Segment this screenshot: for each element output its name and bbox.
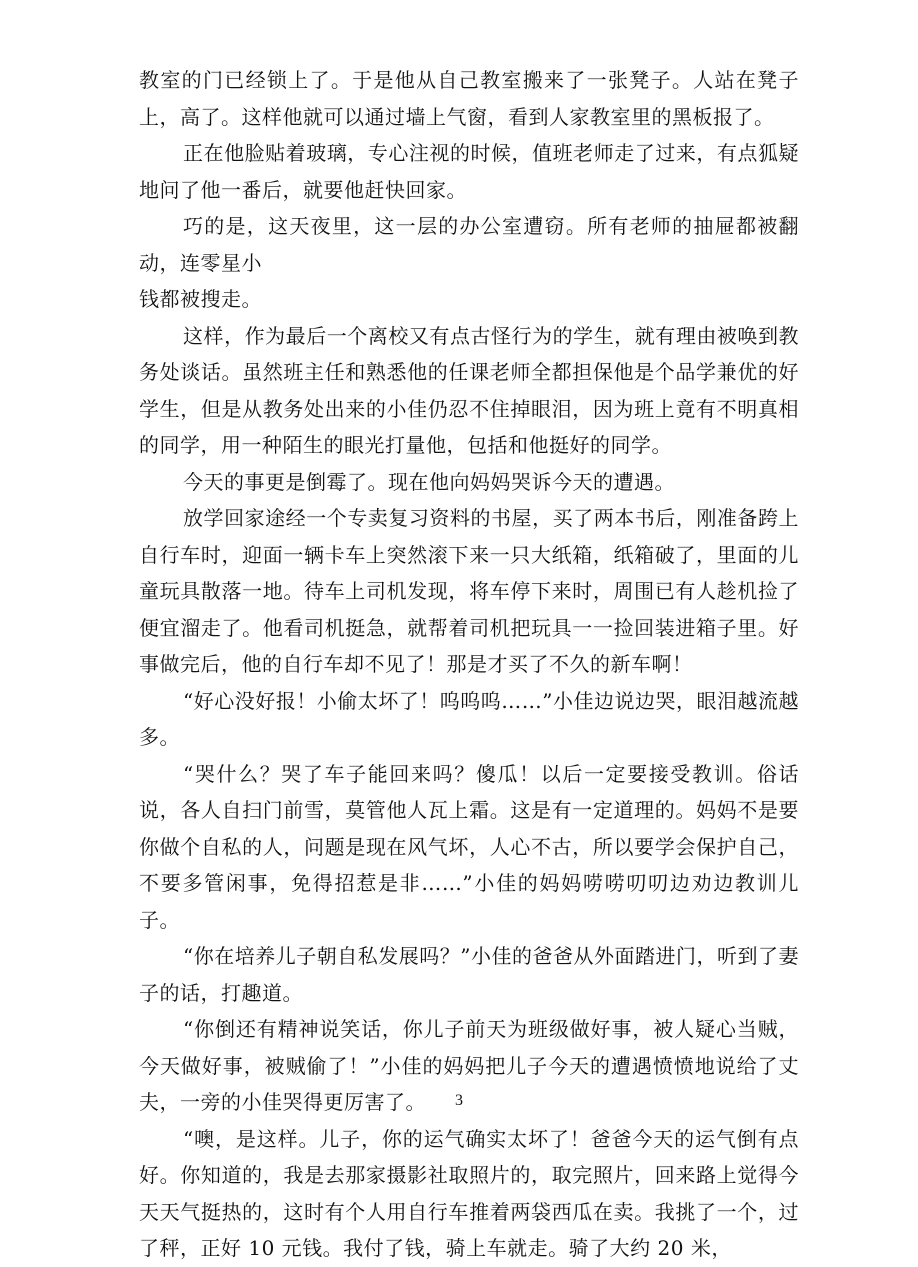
body-text [139, 62, 799, 1267]
paragraph-3: 巧的是，这天夜里，这一层的办公室遭窃。所有老师的抽屉都被翻动，连零星小 [139, 214, 799, 275]
paragraph-11: “你倒还有精神说笑话，你儿子前天为班级做好事，被人疑心当贼，今天做好事，被贼偷了！”小佳的妈妈把儿子今天的遭遇愤愤地说给了丈夫，一旁的小佳哭得更厉害了。 [139, 1017, 799, 1114]
page-number: 3 [455, 1092, 463, 1109]
paragraph-5: 这样，作为最后一个离校又有点古怪行为的学生，就有理由被唤到教务处谈话。虽然班主任和熟悉他的任课老师全都担保他是个品学兼优的好学生，但是从教务处出来的小佳仍忍不住掉眼泪，因为班上竟有不明真相的同学，用一种陌生的眼光打量他，包括和他挺好的同学。 [139, 323, 799, 457]
paragraph-1: 教室的门已经锁上了。于是他从自己教室搬来了一张凳子。人站在凳子上，高了。这样他就可以通过墙上气窗，看到人家教室里的黑板报了。 [139, 68, 799, 129]
paragraph-6: 今天的事更是倒霉了。现在他向妈妈哭诉今天的遭遇。 [183, 469, 675, 494]
paragraph-9: “哭什么？哭了车子能回来吗？傻瓜！以后一定要接受教训。俗话说，各人自扫门前雪，莫管他人瓦上霜。这是有一定道理的。妈妈不是要你做个自私的人，问题是现在风气坏，人心不古，所以要学会保护自己，不要多管闲事，免得招惹是非……”小佳的妈妈唠唠叨叨边劝边教训儿子。 [139, 761, 799, 932]
paragraph-4: 钱都被搜走。 [139, 287, 262, 311]
paragraph-2: 正在他脸贴着玻璃，专心注视的时候，值班老师走了过来，有点狐疑地问了他一番后，就要他赶快回家。 [139, 141, 799, 202]
paragraph-12: “噢，是这样。儿子，你的运气确实太坏了！爸爸今天的运气倒有点好。你知道的，我是去那家摄影社取照片的，取完照片，回来路上觉得今天天气挺热的，这时有个人用自行车推着两袋西瓜在卖。我挑了一个，过了秤，正好 10 元钱。我付了钱，骑上车就走。骑了大约 20 米， [139, 1126, 799, 1260]
paragraph-8: “好心没好报！小偷太坏了！呜呜呜……”小佳边说边哭，眼泪越流越多。 [139, 688, 799, 749]
paragraph-7: 放学回家途经一个专卖复习资料的书屋，买了两本书后，刚准备跨上自行车时，迎面一辆卡车上突然滚下来一只大纸箱，纸箱破了，里面的儿童玩具散落一地。待车上司机发现，将车停下来时，周围已有人趁机捡了便宜溜走了。他看司机挺急，就帮着司机把玩具一一捡回装进箱子里。好事做完后，他的自行车却不见了！那是才买了不久的新车啊！ [139, 506, 799, 676]
paragraph-10: “你在培养儿子朝自私发展吗？”小佳的爸爸从外面踏进门，听到了妻子的话，打趣道。 [139, 944, 799, 1005]
